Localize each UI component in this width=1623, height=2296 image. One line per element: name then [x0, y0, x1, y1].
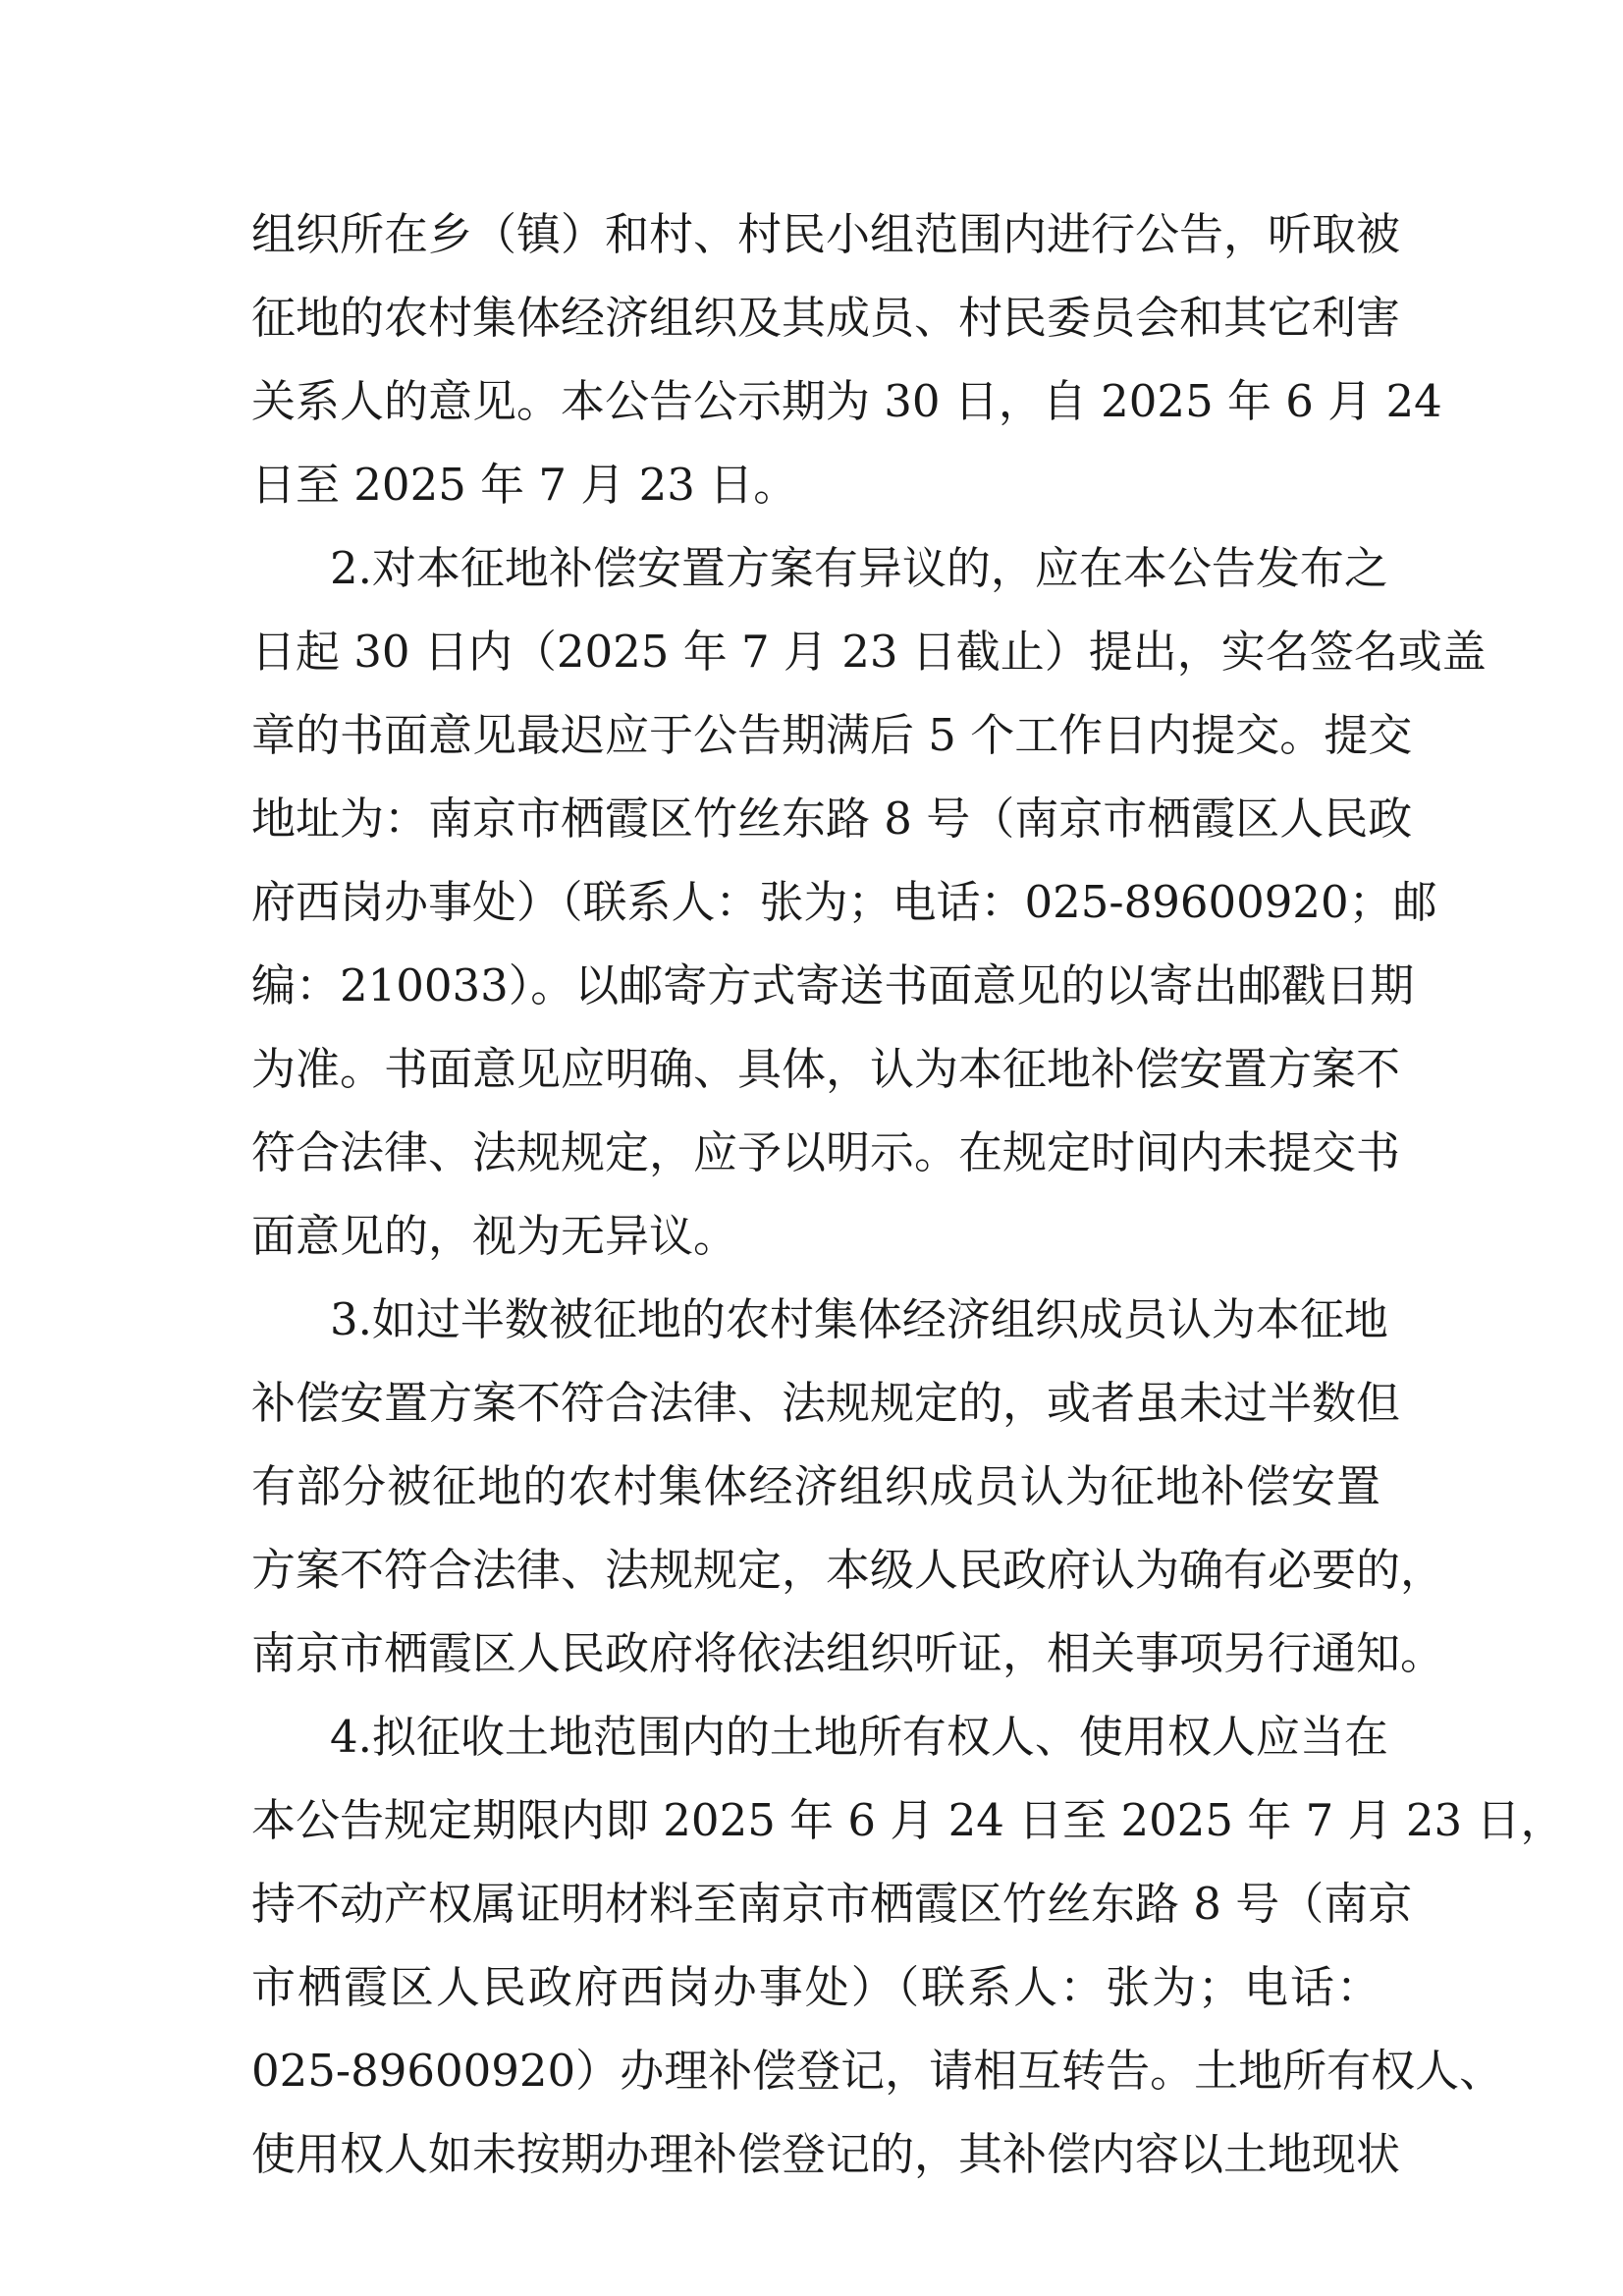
text-line: 组织所在乡（镇）和村、村民小组范围内进行公告，听取被 — [251, 208, 1401, 260]
text-line: 有部分被征地的农村集体经济组织成员认为征地补偿安置 — [251, 1460, 1380, 1512]
paragraph-3-start: 3.如过半数被征地的农村集体经济组织成员认为本征地 — [330, 1293, 1388, 1345]
text-line: 市栖霞区人民政府西岗办事处）（联系人：张为；电话： — [251, 1961, 1380, 2013]
text-line: 符合法律、法规规定，应予以明示。在规定时间内未提交书 — [251, 1126, 1401, 1178]
text-line: 面意见的，视为无异议。 — [251, 1210, 738, 1262]
text-line: 日至 2025 年 7 月 23 日。 — [251, 459, 798, 511]
text-line: 方案不符合法律、法规规定，本级人民政府认为确有必要的， — [251, 1544, 1445, 1596]
text-line: 持不动产权属证明材料至南京市栖霞区竹丝东路 8 号（南京 — [251, 1878, 1413, 1930]
text-line: 编：210033）。以邮寄方式寄送书面意见的以寄出邮戳日期 — [251, 959, 1415, 1011]
text-line: 府西岗办事处）（联系人：张为；电话：025-89600920；邮 — [251, 876, 1437, 928]
text-line: 本公告规定期限内即 2025 年 6 月 24 日至 2025 年 7 月 23 日， — [251, 1794, 1565, 1846]
text-line: 日起 30 日内（2025 年 7 月 23 日截止）提出，实名签名或盖 — [251, 626, 1487, 678]
text-line: 地址为：南京市栖霞区竹丝东路 8 号（南京市栖霞区人民政 — [251, 793, 1413, 845]
paragraph-4-start: 4.拟征收土地范围内的土地所有权人、使用权人应当在 — [330, 1711, 1388, 1763]
text-line: 章的书面意见最迟应于公告期满后 5 个工作日内提交。提交 — [251, 709, 1413, 761]
text-line: 补偿安置方案不符合法律、法规规定的，或者虽未过半数但 — [251, 1377, 1401, 1429]
text-line: 关系人的意见。本公告公示期为 30 日，自 2025 年 6 月 24 — [251, 375, 1442, 427]
text-line: 使用权人如未按期办理补偿登记的，其补偿内容以土地现状 — [251, 2128, 1401, 2180]
document-body — [251, 192, 1565, 2196]
text-line: 南京市栖霞区人民政府将依法组织听证，相关事项另行通知。 — [251, 1627, 1445, 1679]
text-line: 025-89600920）办理补偿登记，请相互转告。土地所有权人、 — [251, 2045, 1504, 2097]
text-line: 征地的农村集体经济组织及其成员、村民委员会和其它利害 — [251, 292, 1401, 344]
paragraph-2-start: 2.对本征地补偿安置方案有异议的，应在本公告发布之 — [330, 542, 1388, 594]
text-line: 为准。书面意见应明确、具体，认为本征地补偿安置方案不 — [251, 1043, 1401, 1095]
